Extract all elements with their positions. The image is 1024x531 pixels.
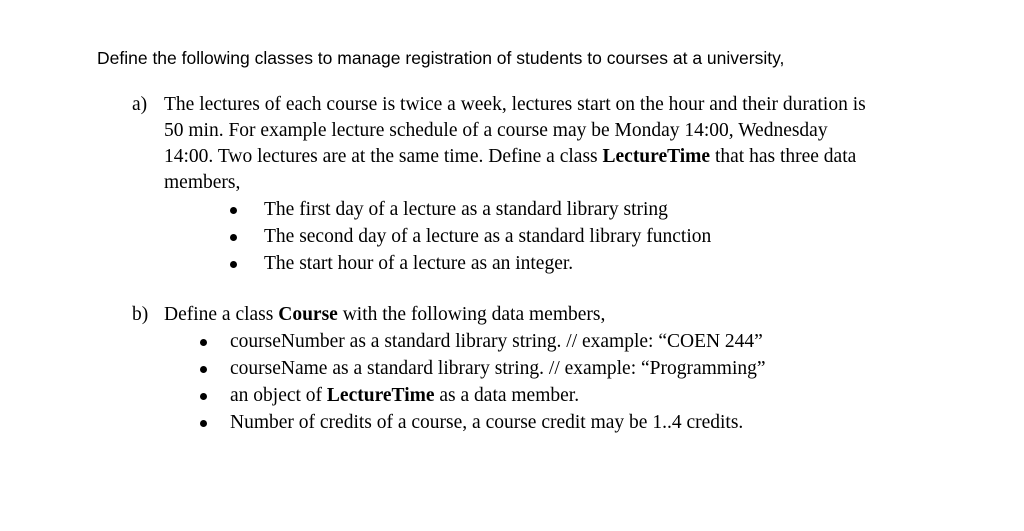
part-a-line-3-tail: that has three data [710, 146, 857, 167]
part-a-bullet-3: The start hour of a lecture as an integer. [264, 253, 574, 274]
part-b-line-1 [164, 302, 605, 328]
part-b-intro-line [164, 302, 605, 328]
lecturetime-class-name: LectureTime [602, 146, 711, 167]
lecturetime-class-name: LectureTime [326, 385, 435, 406]
part-a-line-4: members, [164, 172, 241, 193]
part-a-bullet-2: The second day of a lecture as a standard library function [264, 226, 712, 247]
part-a-line-2: 50 min. For example lecture schedule of a course may be Monday 14:00, Wednesday [164, 120, 828, 141]
bullet-dot [230, 207, 237, 214]
part-a-paragraph [164, 92, 866, 196]
bullet-dot [200, 393, 207, 400]
course-class-name: Course [278, 304, 338, 325]
part-b-line-1-text: Define a class [164, 304, 279, 325]
intro-text: Define the following classes to manage registration of students to courses at a university, [97, 48, 785, 68]
part-b-marker: b) [132, 304, 149, 325]
bullet-dot [230, 261, 237, 268]
part-a-marker: a) [132, 94, 148, 115]
bullet-dot [200, 420, 207, 427]
part-a-line-3-text: 14:00. Two lectures are at the same time. Define a class [164, 146, 603, 167]
part-b-bullet-3-tail: as a data member. [434, 385, 580, 406]
part-b-bullet-3-text: an object of [230, 385, 327, 406]
part-b-bullet-2: courseName as a standard library string. // example: “Programming” [230, 358, 766, 379]
bullet-dot [200, 366, 207, 373]
part-a-line-3 [164, 144, 866, 170]
part-a-line-1: The lectures of each course is twice a week, lectures start on the hour and their duration is [164, 94, 866, 115]
part-b-bullet-3 [230, 383, 579, 409]
part-a-bullet-1: The first day of a lecture as a standard library string [264, 199, 668, 220]
bullet-dot [200, 339, 207, 346]
bullet-dot [230, 234, 237, 241]
part-b-bullet-1: courseNumber as a standard library string. // example: “COEN 244” [230, 331, 763, 352]
part-b-bullet-4: Number of credits of a course, a course credit may be 1..4 credits. [230, 412, 744, 433]
part-b-line-1-tail: with the following data members, [337, 304, 606, 325]
